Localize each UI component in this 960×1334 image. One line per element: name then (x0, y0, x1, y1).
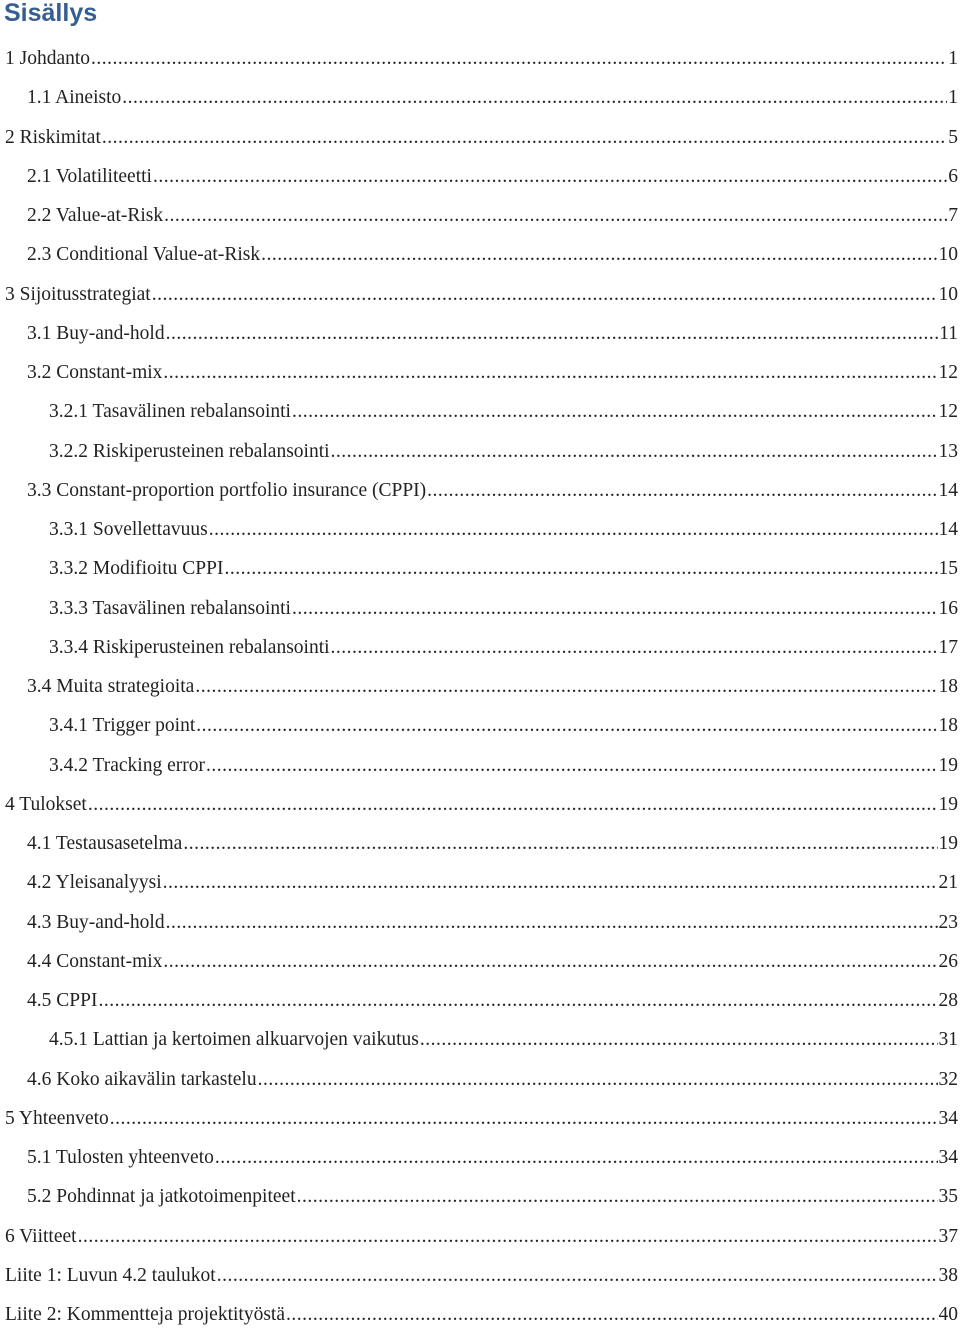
toc-entry[interactable] (0, 78, 960, 117)
toc-page-number[interactable]: 40 (938, 1304, 958, 1325)
toc-entry[interactable] (0, 1295, 960, 1334)
toc-entry-text[interactable]: 3.3 Constant-proportion portfolio insurance (CPPI) (27, 479, 427, 501)
toc-page-number[interactable]: 32 (938, 1068, 958, 1090)
toc-entry-text[interactable]: 4.6 Koko aikavälin tarkastelu (27, 1068, 257, 1090)
toc-page-number[interactable]: 38 (938, 1264, 958, 1286)
toc-entry-text[interactable]: 2 Riskimitat (5, 126, 101, 148)
toc-entry[interactable] (0, 235, 960, 274)
toc-page-number[interactable]: 16 (938, 597, 958, 619)
dot-leader (195, 667, 937, 706)
toc-page-number[interactable]: 14 (938, 479, 958, 501)
toc-entry-text[interactable]: 3.3.2 Modifioitu CPPI (49, 558, 224, 580)
toc-entry[interactable] (0, 432, 960, 471)
toc-page-number[interactable]: 13 (938, 440, 958, 462)
dot-leader (215, 1138, 938, 1177)
toc-page-number[interactable]: 1 (948, 48, 958, 69)
toc-page-number[interactable]: 34 (938, 1107, 958, 1129)
toc-entry-text[interactable]: 1 Johdanto (5, 48, 91, 69)
toc-page-number[interactable]: 6 (948, 165, 958, 187)
toc-entry-text[interactable]: 3.2 Constant-mix (27, 362, 163, 383)
dot-leader (217, 1256, 938, 1295)
toc-page-number[interactable]: 18 (938, 676, 958, 697)
toc-entry[interactable] (0, 863, 960, 902)
dot-leader (166, 314, 939, 353)
toc-entry-text[interactable]: 4.5.1 Lattian ja kertoimen alkuarvojen vaikutus (49, 1029, 419, 1051)
toc-page-number[interactable]: 18 (938, 715, 958, 737)
toc-entry-text[interactable]: 3.1 Buy-and-hold (27, 322, 165, 344)
dot-leader (297, 1177, 938, 1216)
toc-entry-text[interactable]: 3.3.1 Sovellettavuus (49, 519, 208, 540)
toc-page-number[interactable]: 1 (948, 87, 958, 109)
toc-entry[interactable] (0, 1060, 960, 1099)
dot-leader (166, 903, 938, 942)
dot-leader (196, 706, 937, 745)
table-of-contents (0, 39, 960, 1334)
dot-leader (98, 981, 937, 1020)
toc-entry[interactable] (0, 1177, 960, 1216)
toc-entry-text[interactable]: 4 Tulokset (5, 793, 87, 815)
toc-entry[interactable] (0, 667, 960, 706)
toc-entry-text[interactable]: 3.3.3 Tasavälinen rebalansointi (49, 597, 291, 619)
dot-leader (224, 549, 937, 588)
toc-page-number[interactable]: 19 (938, 793, 958, 815)
toc-entry[interactable] (0, 1256, 960, 1295)
toc-entry-text[interactable]: 4.4 Constant-mix (27, 950, 163, 972)
toc-entry[interactable] (0, 353, 960, 392)
toc-entry[interactable] (0, 903, 960, 942)
toc-page-number[interactable]: 23 (938, 911, 958, 933)
toc-entry[interactable] (0, 706, 960, 745)
dot-leader (78, 1217, 938, 1256)
toc-entry-text[interactable]: 2.3 Conditional Value-at-Risk (27, 244, 261, 266)
dot-leader (163, 353, 937, 392)
dot-leader (261, 235, 937, 274)
toc-page-number[interactable]: 12 (938, 401, 958, 423)
toc-page-number[interactable]: 19 (938, 754, 958, 776)
dot-leader (122, 78, 947, 117)
toc-entry-text[interactable]: 6 Viitteet (5, 1225, 77, 1247)
toc-entry[interactable] (0, 471, 960, 510)
toc-entry[interactable] (0, 1217, 960, 1256)
dot-leader (153, 157, 947, 196)
dot-leader (102, 118, 947, 157)
dot-leader (331, 432, 938, 471)
toc-entry-text[interactable]: 4.5 CPPI (27, 990, 98, 1011)
dot-leader (209, 510, 938, 549)
toc-entry-text[interactable]: 3.3.4 Riskiperusteinen rebalansointi (49, 636, 330, 658)
toc-entry[interactable] (0, 746, 960, 785)
toc-entry-text[interactable]: 2.1 Volatiliteetti (27, 165, 152, 187)
toc-page-number[interactable]: 26 (938, 950, 958, 972)
toc-entry[interactable] (0, 275, 960, 314)
toc-entry-text[interactable]: 5 Yhteenveto (5, 1107, 109, 1129)
toc-page-number[interactable]: 11 (939, 322, 958, 344)
toc-title: Sisällys (4, 0, 98, 27)
dot-leader (331, 628, 938, 667)
toc-entry[interactable] (0, 1099, 960, 1138)
dot-leader (163, 863, 938, 902)
dot-leader (258, 1060, 938, 1099)
toc-entry-text[interactable]: 4.1 Testausasetelma (27, 833, 183, 854)
toc-entry-text[interactable]: 5.2 Pohdinnat ja jatkotoimenpiteet (27, 1186, 296, 1208)
toc-entry[interactable] (0, 510, 960, 549)
dot-leader (292, 392, 938, 431)
toc-page-number[interactable]: 19 (938, 833, 958, 854)
dot-leader (163, 942, 937, 981)
toc-entry[interactable] (0, 1138, 960, 1177)
toc-entry-text[interactable]: 1.1 Aineisto (27, 87, 122, 109)
toc-page-number[interactable]: 37 (938, 1225, 958, 1247)
toc-page-number[interactable]: 34 (938, 1147, 958, 1168)
toc-entry-text[interactable]: 3.2.1 Tasavälinen rebalansointi (49, 401, 291, 423)
dot-leader (427, 471, 937, 510)
toc-page-number[interactable]: 14 (938, 519, 958, 540)
dot-leader (420, 1020, 938, 1059)
toc-entry[interactable] (0, 942, 960, 981)
toc-entry-text[interactable]: 4.3 Buy-and-hold (27, 911, 165, 933)
toc-entry-text[interactable]: 3.2.2 Riskiperusteinen rebalansointi (49, 440, 330, 462)
dot-leader (164, 196, 947, 235)
toc-entry-text[interactable]: 3.4.1 Trigger point (49, 715, 196, 737)
toc-entry[interactable] (0, 314, 960, 353)
toc-entry[interactable] (0, 157, 960, 196)
toc-entry[interactable] (0, 549, 960, 588)
toc-page-number[interactable]: 35 (938, 1186, 958, 1208)
toc-page-number[interactable]: 7 (948, 205, 958, 226)
toc-entry[interactable] (0, 589, 960, 628)
toc-page-number[interactable]: 10 (938, 244, 958, 266)
toc-entry[interactable] (0, 118, 960, 157)
toc-page-number[interactable]: 10 (938, 283, 958, 305)
toc-page-number[interactable]: 5 (948, 126, 958, 148)
toc-entry-text[interactable]: 5.1 Tulosten yhteenveto (27, 1147, 214, 1168)
toc-entry-text[interactable]: 2.2 Value-at-Risk (27, 205, 164, 226)
toc-page-number[interactable]: 12 (938, 362, 958, 383)
toc-page-number[interactable]: 21 (938, 872, 958, 894)
dot-leader (183, 824, 937, 863)
toc-entry-text[interactable]: Liite 1: Luvun 4.2 taulukot (5, 1264, 216, 1286)
toc-entry-text[interactable]: Liite 2: Kommentteja projektityöstä (5, 1304, 285, 1325)
toc-page-number[interactable]: 28 (938, 990, 958, 1011)
dot-leader (88, 785, 938, 824)
toc-entry[interactable] (0, 392, 960, 431)
toc-entry-text[interactable]: 4.2 Yleisanalyysi (27, 872, 162, 894)
toc-entry[interactable] (0, 1020, 960, 1059)
toc-entry[interactable] (0, 824, 960, 863)
toc-entry[interactable] (0, 39, 960, 78)
dot-leader (91, 39, 947, 78)
toc-page-number[interactable]: 15 (938, 558, 958, 580)
toc-entry-text[interactable]: 3.4.2 Tracking error (49, 754, 205, 776)
dot-leader (110, 1099, 938, 1138)
toc-entry-text[interactable]: 3.4 Muita strategioita (27, 676, 195, 697)
dot-leader (286, 1295, 938, 1334)
dot-leader (152, 275, 938, 314)
dot-leader (292, 589, 938, 628)
toc-entry[interactable] (0, 196, 960, 235)
toc-page-number[interactable]: 17 (938, 636, 958, 658)
toc-entry-text[interactable]: 3 Sijoitusstrategiat (5, 283, 151, 305)
toc-page-number[interactable]: 31 (938, 1029, 958, 1051)
toc-entry[interactable] (0, 981, 960, 1020)
dot-leader (206, 746, 938, 785)
toc-entry[interactable] (0, 628, 960, 667)
toc-entry[interactable] (0, 785, 960, 824)
